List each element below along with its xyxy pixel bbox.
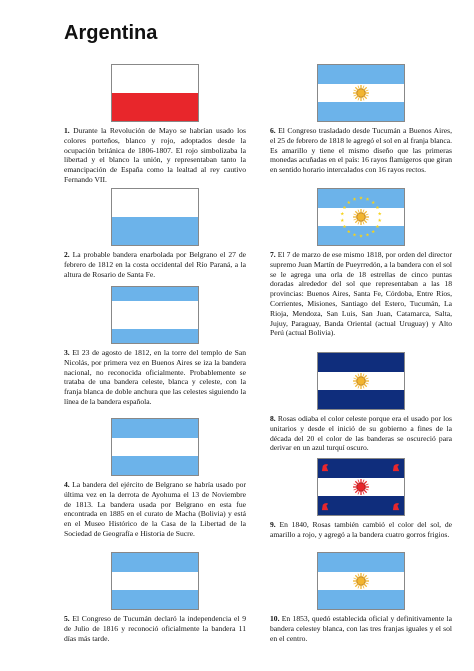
sun-of-may-icon xyxy=(352,372,370,390)
caption-3 xyxy=(64,348,246,407)
sun-ray xyxy=(365,219,369,221)
caption-text: Durante la Revolución de Mayo se habrían usado los colores porteños, blanco y rojo, adoptados desde la ocupación británica de 1806-1807. El rojo simbolizaba la libertad y el blanco la unión, y representaban tanto la emancipación de España como la lealtad al rey cautivo Fernando VII. xyxy=(64,126,246,184)
caption-text: Rosas odiaba el color celeste porque era el usado por los unitarios y desde el inició de su gobierno a fines de la década del 20 el color de las banderas se oscureció para derivar en un azul turquí oscuro. xyxy=(270,414,452,453)
caption-8 xyxy=(270,414,452,453)
phrygian-cap-icon xyxy=(392,502,401,511)
sun-ray xyxy=(364,211,367,214)
sun-ray xyxy=(355,375,358,378)
sun-ray xyxy=(365,383,369,385)
caption-7 xyxy=(270,250,452,338)
caption-number: 3. xyxy=(64,348,70,357)
white-stripe xyxy=(112,572,198,591)
sun-ray xyxy=(364,220,367,223)
sun-ray xyxy=(358,491,360,495)
sun-ray xyxy=(364,481,367,484)
sun-ray xyxy=(363,221,365,225)
caption-10 xyxy=(270,614,452,643)
caption-2 xyxy=(64,250,246,279)
sun-ray xyxy=(355,96,358,99)
sun-ray xyxy=(358,574,360,578)
sun-ray xyxy=(364,87,367,90)
flag-entry-6 xyxy=(270,64,452,175)
flag-celeste-white-celeste-plain xyxy=(111,552,199,610)
celeste-stripe xyxy=(112,456,198,475)
phrygian-cap-icon xyxy=(321,502,330,511)
sun-ray xyxy=(365,214,369,216)
celeste-stripe xyxy=(112,217,198,245)
sun-ray xyxy=(363,385,365,389)
sun-ray xyxy=(363,374,365,378)
caption-number: 6. xyxy=(270,126,276,135)
phrygian-cap-icon xyxy=(392,463,401,472)
sun-ray xyxy=(363,574,365,578)
sun-ray xyxy=(363,86,365,90)
sun-ray xyxy=(364,96,367,99)
sun-of-may-icon xyxy=(352,84,370,102)
flag-dark-blue-red-sun-with-caps xyxy=(317,458,405,516)
celeste-stripe xyxy=(318,65,404,84)
caption-text: El 7 de marzo de ese mismo 1818, por orden del director supremo Juan Martín de Pueyrredón, a la bandera con el sol se le agrega una orla de 18 estrellas de cinco puntas doradas alrededor del sol que representaban a las 18 provincias: Buenos Aires, Santa Fe, Córdoba, Entre Ríos, Corrientes, Misiones, Santiago del Estero, Tucumán, La Rioja, Mendoza, San Luis, San Juan, Catamarca, Salta, Jujuy, Paraguay, Banda Oriental (actual Uruguay) y Alto Perú (actual Bolivia). xyxy=(270,250,452,338)
flag-entry-4 xyxy=(64,418,246,539)
caption-text: El 23 de agosto de 1812, en la torre del templo de San Nicolás, por primera vez en Buenos Aires se iza la bandera nacional, no reconocida oficialmente. Probablemente se trataba de una bandera celeste, blanca y celeste, con la franja blanca de doble anchura que las celestes siguiendo la línea de la bandera española. xyxy=(64,348,247,406)
sun-ray xyxy=(354,95,358,97)
sun-ray xyxy=(354,484,358,486)
sun-ray xyxy=(354,383,358,385)
sun-of-may-icon xyxy=(352,572,370,590)
sun-ray xyxy=(364,490,367,493)
sun-ray xyxy=(365,484,369,486)
white-stripe xyxy=(112,438,198,457)
caption-number: 10. xyxy=(270,614,280,623)
red-stripe xyxy=(112,93,198,121)
sun-ray xyxy=(358,97,360,101)
caption-number: 4. xyxy=(64,480,70,489)
celeste-stripe xyxy=(112,553,198,572)
sun-ray xyxy=(363,491,365,495)
flag-entry-1 xyxy=(64,64,246,185)
sun-ray xyxy=(355,220,358,223)
sun-ray xyxy=(365,578,369,580)
sun-ray xyxy=(358,480,360,484)
flag-entry-3 xyxy=(64,286,246,407)
caption-number: 2. xyxy=(64,250,70,259)
white-stripe xyxy=(112,189,198,217)
flag-red-white xyxy=(111,64,199,122)
caption-4 xyxy=(64,480,246,539)
sun-ray xyxy=(355,490,358,493)
celeste-stripe xyxy=(112,590,198,609)
sun-ray xyxy=(358,585,360,589)
sun-ray xyxy=(358,86,360,90)
sun-ray xyxy=(365,378,369,380)
celeste-stripe xyxy=(112,419,198,438)
caption-text: En 1853, quedó establecida oficial y definitivamente la bandera celestey blanca, con las tres franjas iguales y el sol en el centro. xyxy=(270,614,452,643)
dark-blue-stripe xyxy=(318,390,404,409)
flag-with-sun-and-stars xyxy=(317,188,405,246)
caption-6 xyxy=(270,126,452,175)
sun-ray xyxy=(364,575,367,578)
sun-ray xyxy=(365,583,369,585)
caption-text: En 1840, Rosas también cambió el color del sol, de amarillo a rojo, y agregó a la bandera cuatro gorros frigios. xyxy=(270,520,452,539)
sun-ray xyxy=(354,489,358,491)
sun-ray xyxy=(354,90,358,92)
flag-entry-10 xyxy=(270,552,452,643)
sun-ray xyxy=(365,90,369,92)
page-title: Argentina xyxy=(64,22,158,44)
flag-dark-blue-with-sun xyxy=(317,352,405,410)
sun-ray xyxy=(364,375,367,378)
dark-blue-stripe xyxy=(318,353,404,372)
sun-ray xyxy=(358,385,360,389)
flag-with-sun xyxy=(317,64,405,122)
caption-text: La bandera del ejército de Belgrano se habría usado por última vez en la derrota de Ayohuma el 13 de Noviembre de 1813. La bandera usada por Belgrano en esta fue encontrada en 1885 en el curato de Macha (Bolivia) y está en el Museo Histórico de la Casa de la Libertad de la Sociedad de Geografía e Historia de Sucre. xyxy=(64,480,246,538)
caption-1 xyxy=(64,126,246,185)
sun-ray xyxy=(363,97,365,101)
caption-9 xyxy=(270,520,452,540)
celeste-stripe xyxy=(318,553,404,572)
sun-ray xyxy=(354,578,358,580)
celeste-stripe xyxy=(318,102,404,121)
sun-ray xyxy=(363,585,365,589)
flag-celeste-white-celeste-wide xyxy=(111,286,199,344)
phrygian-cap-icon xyxy=(321,463,330,472)
sun-ray xyxy=(364,384,367,387)
white-stripe xyxy=(112,301,198,329)
sun-of-may-icon xyxy=(352,208,370,226)
sun-ray xyxy=(355,481,358,484)
sun-ray xyxy=(358,221,360,225)
flag-entry-7 xyxy=(270,188,452,338)
sun-ray xyxy=(363,210,365,214)
sun-ray xyxy=(354,378,358,380)
caption-number: 7. xyxy=(270,250,276,259)
sun-ray xyxy=(364,584,367,587)
flag-entry-9 xyxy=(270,458,452,540)
flag-celeste-white-celeste xyxy=(111,418,199,476)
caption-number: 9. xyxy=(270,520,276,529)
celeste-stripe xyxy=(112,329,198,343)
sun-ray xyxy=(355,211,358,214)
sun-ray xyxy=(365,489,369,491)
sun-ray xyxy=(355,575,358,578)
sun-ray xyxy=(358,374,360,378)
sun-ray xyxy=(354,214,358,216)
red-sun-icon xyxy=(352,478,370,496)
caption-text: El Congreso de Tucumán declaró la independencia el 9 de Julio de 1816 y reconoció oficialmente la bandera 11 días más tarde. xyxy=(64,614,246,643)
sun-ray xyxy=(355,384,358,387)
caption-number: 1. xyxy=(64,126,70,135)
sun-ray xyxy=(365,95,369,97)
celeste-stripe xyxy=(318,590,404,609)
sun-ray xyxy=(354,583,358,585)
celeste-stripe xyxy=(112,287,198,301)
sun-ray xyxy=(354,219,358,221)
sun-ray xyxy=(358,210,360,214)
caption-number: 5. xyxy=(64,614,70,623)
flag-entry-2 xyxy=(64,188,246,279)
flag-white-celeste xyxy=(111,188,199,246)
sun-ray xyxy=(355,584,358,587)
sun-ray xyxy=(363,480,365,484)
flag-official-with-sun xyxy=(317,552,405,610)
sun-ray xyxy=(355,87,358,90)
caption-5 xyxy=(64,614,246,643)
flag-entry-8 xyxy=(270,352,452,453)
caption-text: El Congreso trasladado desde Tucumán a Buenos Aires, el 25 de febrero de 1818 le agregó el sol en al franja blanca. Es amarillo y tiene el mismo diseño que las primeras monedas acuñadas en el país: 16 rayos flamígeros que giran en sentido horario intercalados con 16 rayos rectos. xyxy=(270,126,452,175)
flag-entry-5 xyxy=(64,552,246,643)
caption-number: 8. xyxy=(270,414,276,423)
white-stripe xyxy=(112,65,198,93)
caption-text: La probable bandera enarbolada por Belgrano el 27 de febrero de 1812 en la costa occidental del Río Paraná, a la altura de Rosario de Santa Fe. xyxy=(64,250,246,279)
